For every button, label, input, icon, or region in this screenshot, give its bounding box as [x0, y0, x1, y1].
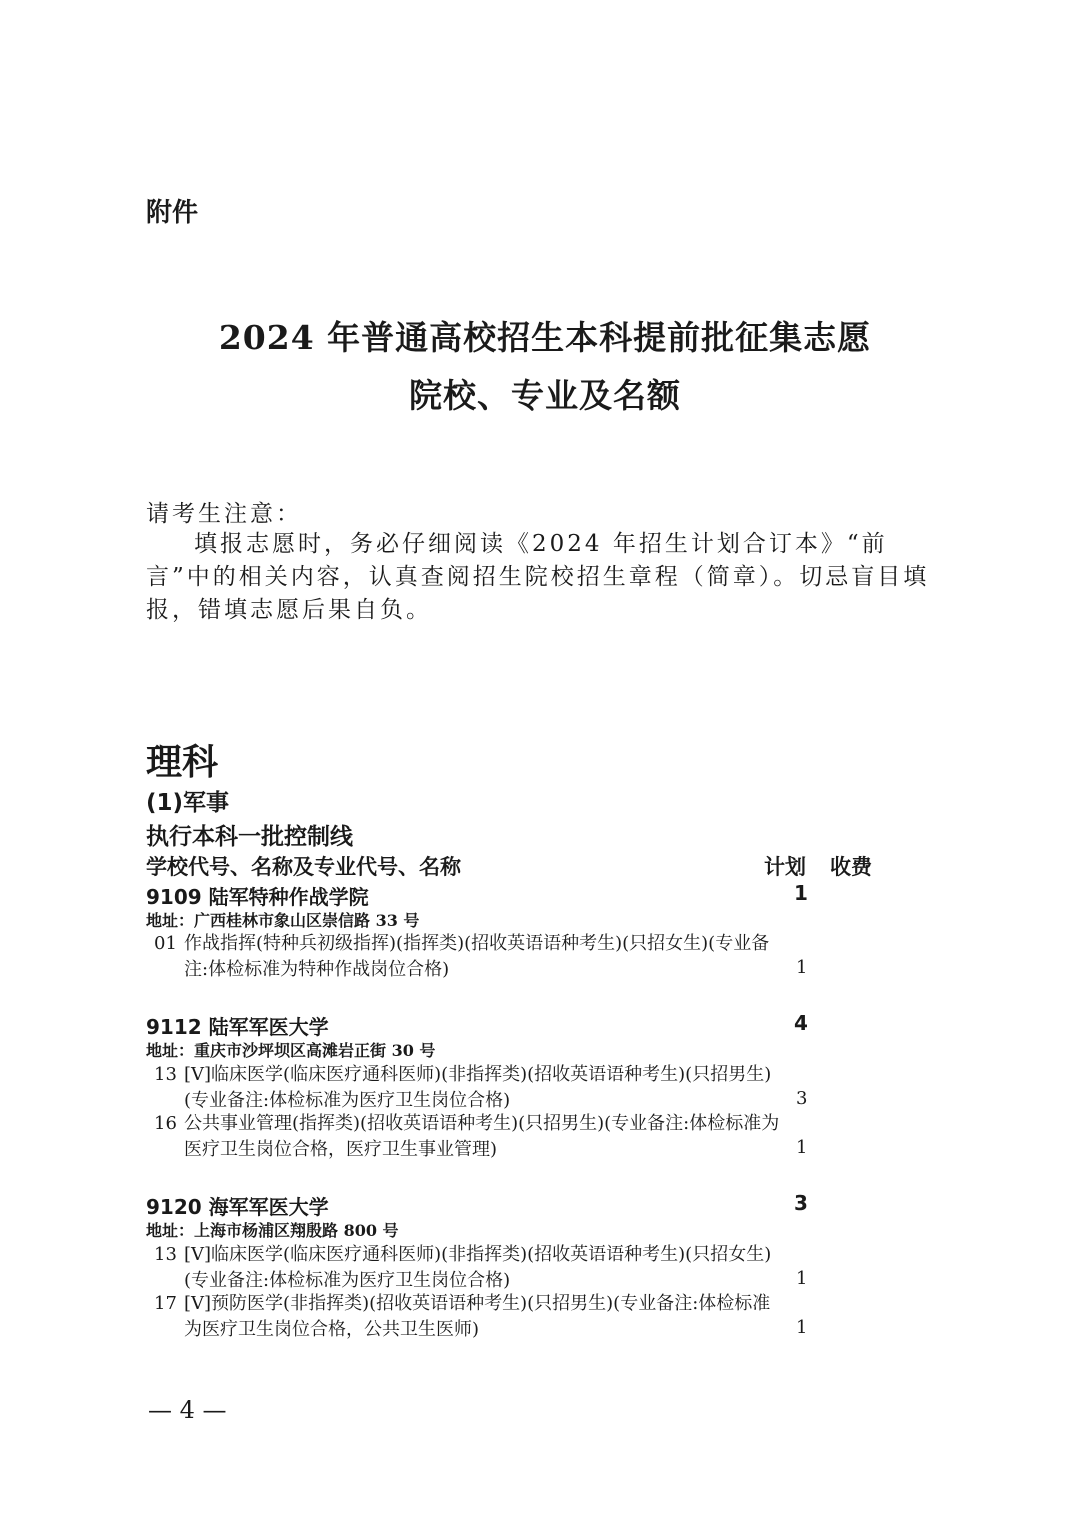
major-code: 01 — [154, 933, 177, 954]
major-plan: 1 — [796, 1137, 808, 1158]
school-plan: 4 — [794, 1011, 808, 1035]
major-entry — [154, 931, 784, 983]
major-code: 17 — [154, 1293, 177, 1314]
school-name: 9120 海军军医大学 — [146, 1195, 329, 1219]
page-number: — 4 — — [148, 1396, 227, 1424]
major-plan: 1 — [796, 1317, 808, 1338]
notice-body: 填报志愿时，务必仔细阅读《2024 年招生计划合订本》“前言”中的相关内容，认真查阅招生院校招生章程（简章）。切忌盲目填报，错填志愿后果自负。 — [146, 531, 930, 623]
major-plan: 1 — [796, 957, 808, 978]
major-code: 16 — [154, 1113, 177, 1134]
major-text: [Ⅴ]临床医学(临床医疗通科医师)(非指挥类)(招收英语语种考生)(只招男生)(专业备注:体检标准为医疗卫生岗位合格) — [184, 1064, 772, 1111]
subject-heading: 理科 — [146, 742, 219, 783]
page-title-line-1: 2024 年普通高校招生本科提前批征集志愿 — [218, 318, 872, 357]
major-plan: 1 — [796, 1268, 808, 1289]
major-plan: 3 — [796, 1088, 808, 1109]
school-address: 地址：广西桂林市象山区崇信路 33 号 — [146, 911, 420, 930]
major-code: 13 — [154, 1064, 177, 1085]
school-plan: 3 — [794, 1191, 808, 1215]
column-header-plan: 计划 — [764, 855, 806, 879]
major-entry — [154, 1242, 784, 1294]
major-entry — [154, 1291, 784, 1343]
column-header-school: 学校代号、名称及专业代号、名称 — [146, 855, 461, 879]
page-title-line-2: 院校、专业及名额 — [409, 376, 681, 415]
column-header-fee: 收费 — [830, 855, 872, 879]
school-plan: 1 — [794, 881, 808, 905]
school-address: 地址：重庆市沙坪坝区高滩岩正街 30 号 — [146, 1041, 436, 1060]
category-heading: (1)军事 — [146, 790, 230, 816]
major-text: 公共事业管理(指挥类)(招收英语语种考生)(只招男生)(专业备注:体检标准为医疗卫生岗位合格，医疗卫生事业管理) — [184, 1113, 780, 1160]
major-text: [Ⅴ]预防医学(非指挥类)(招收英语语种考生)(只招男生)(专业备注:体检标准为医疗卫生岗位合格，公共卫生医师) — [184, 1293, 771, 1340]
notice-heading: 请考生注意： — [146, 501, 302, 527]
school-address: 地址：上海市杨浦区翔殷路 800 号 — [146, 1221, 399, 1240]
major-text: [Ⅴ]临床医学(临床医疗通科医师)(非指挥类)(招收英语语种考生)(只招女生)(专业备注:体检标准为医疗卫生岗位合格) — [184, 1244, 772, 1291]
school-name: 9109 陆军特种作战学院 — [146, 885, 369, 909]
control-line-heading: 执行本科一批控制线 — [146, 824, 353, 850]
major-entry — [154, 1111, 784, 1163]
major-text: 作战指挥(特种兵初级指挥)(指挥类)(招收英语语种考生)(只招女生)(专业备注:体检标准为特种作战岗位合格) — [184, 933, 770, 980]
attachment-label: 附件 — [146, 198, 199, 228]
major-entry — [154, 1062, 784, 1114]
major-code: 13 — [154, 1244, 177, 1265]
school-name: 9112 陆军军医大学 — [146, 1015, 329, 1039]
